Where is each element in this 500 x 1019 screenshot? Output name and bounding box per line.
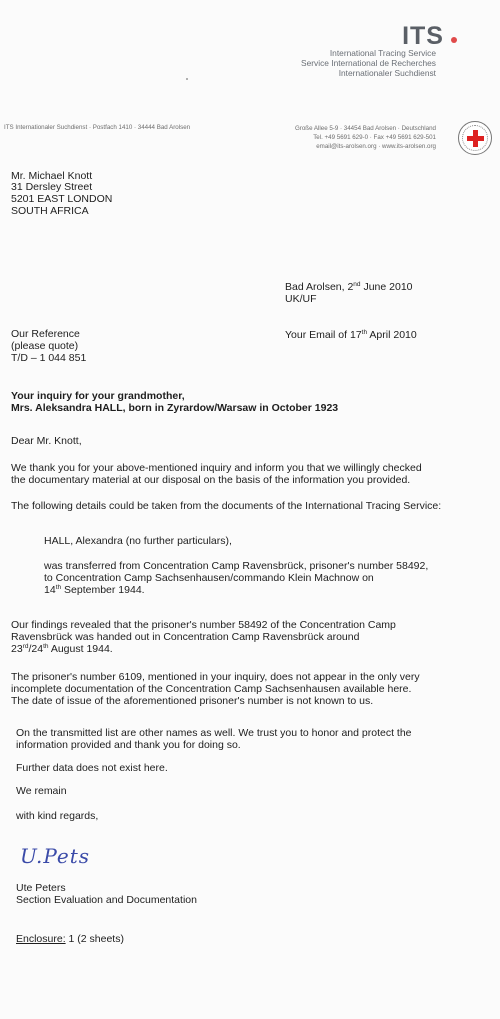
signatory-name: Ute Peters xyxy=(16,882,66,894)
email-reference-date: Your Email of 17th April 2010 xyxy=(285,329,417,341)
enclosure xyxy=(16,933,124,945)
handwritten-signature: U.Pets xyxy=(20,844,91,868)
findings-line-1: Our findings revealed that the prisoner's number 58492 of the Concentration Camp xyxy=(11,619,396,631)
reference-number: T/D – 1 044 851 xyxy=(11,352,87,364)
its-logo: ITS xyxy=(402,22,444,50)
transfer-line-2: to Concentration Camp Sachsenhausen/commando Klein Machnow on xyxy=(44,572,374,584)
red-cross-seal-icon xyxy=(458,121,492,155)
recipient-country: SOUTH AFRICA xyxy=(11,205,89,217)
tagline-de: Internationaler Suchdienst xyxy=(338,68,436,78)
tagline-fr: Service International de Recherches xyxy=(300,58,436,68)
address-line-2: Tel. +49 5691 629-0 · Fax +49 5691 629-501 xyxy=(313,134,436,141)
other-names-line-2: information provided and thank you for doing so. xyxy=(16,739,241,751)
transfer-line-3: 14th September 1944. xyxy=(44,584,145,596)
signatory-department: Section Evaluation and Documentation xyxy=(16,894,197,906)
enclosure-label: Enclosure: xyxy=(16,933,66,945)
logo-dot xyxy=(451,37,457,43)
paragraph-1-line-1: We thank you for your above-mentioned inquiry and inform you that we willingly checked xyxy=(11,462,422,474)
reference-note: (please quote) xyxy=(11,340,79,352)
number-note-line-1: The prisoner's number 6109, mentioned in your inquiry, does not appear in the only very xyxy=(11,671,420,683)
salutation: Dear Mr. Knott, xyxy=(11,435,82,447)
letter-date: Bad Arolsen, 2nd June 2010 xyxy=(285,281,413,293)
letter-initials: UK/UF xyxy=(285,293,317,305)
scan-speck xyxy=(186,78,188,80)
transfer-line-1: was transferred from Concentration Camp Ravensbrück, prisoner's number 58492, xyxy=(44,560,429,572)
subject-line-1: Your inquiry for your grandmother, xyxy=(11,390,185,402)
closing-regards: with kind regards, xyxy=(16,810,99,822)
paragraph-1-line-2: the documentary material at our disposal on the basis of the information you provided. xyxy=(11,474,411,486)
seal-cross-horizontal xyxy=(467,136,484,141)
recipient-name: Mr. Michael Knott xyxy=(11,170,93,182)
findings-line-2: Ravensbrück was handed out in Concentration Camp Ravensbrück around xyxy=(11,631,360,643)
reference-label: Our Reference xyxy=(11,328,80,340)
findings-line-3: 23rd/24th August 1944. xyxy=(11,643,113,655)
sender-return-address: ITS Internationaler Suchdienst · Postfach 1410 · 34444 Bad Arolsen xyxy=(4,124,191,131)
address-line-1: Große Allee 5-9 · 34454 Bad Arolsen · Deutschland xyxy=(294,125,436,132)
recipient-city: 5201 EAST LONDON xyxy=(11,193,113,205)
subject-line-2: Mrs. Aleksandra HALL, born in Zyrardow/Warsaw in October 1923 xyxy=(11,402,339,414)
paragraph-2: The following details could be taken from the documents of the International Tracing Service: xyxy=(11,500,442,512)
recipient-street: 31 Dersley Street xyxy=(11,181,93,193)
tagline-en: International Tracing Service xyxy=(329,48,436,58)
further-data: Further data does not exist here. xyxy=(16,762,168,774)
number-note-line-3: The date of issue of the aforementioned prisoner's number is not known to us. xyxy=(11,695,374,707)
address-line-3: email@its-arolsen.org · www.its-arolsen.org xyxy=(316,143,436,150)
number-note-line-2: incomplete documentation of the Concentration Camp Sachsenhausen available here. xyxy=(11,683,412,695)
enclosure-value: 1 (2 sheets) xyxy=(65,933,124,945)
we-remain: We remain xyxy=(16,785,67,797)
other-names-line-1: On the transmitted list are other names as well. We trust you to honor and protect the xyxy=(16,727,412,739)
person-entry: HALL, Alexandra (no further particulars), xyxy=(44,535,232,547)
